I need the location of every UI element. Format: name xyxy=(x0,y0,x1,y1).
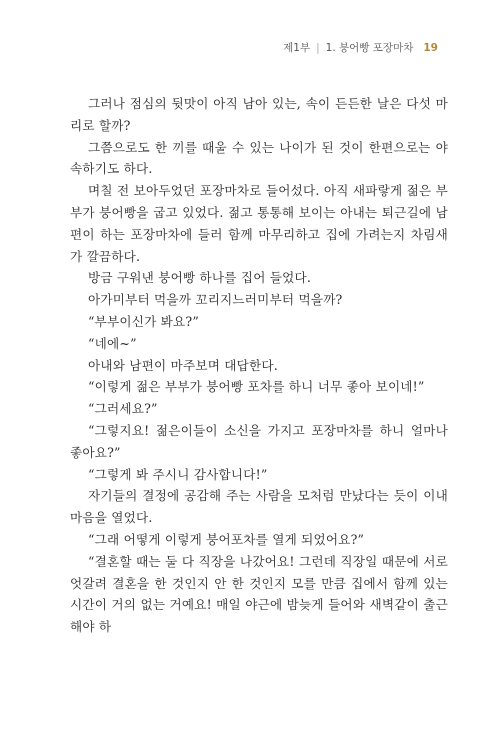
paragraph: 아내와 남편이 마주보며 대답한다. xyxy=(88,357,278,373)
dialogue-line: “그렇게 봐 주시니 감사합니다!” xyxy=(88,466,268,482)
dialogue-line: “네에~” xyxy=(88,335,137,351)
dialogue-line: “이렇게 젊은 부부가 붕어빵 포차를 하니 너무 좋아 보이네!” xyxy=(88,379,425,395)
paragraph: 그쯤으로도 한 끼를 때울 수 있는 나이가 된 것이 한편으로는 야속하기도 하다. xyxy=(70,139,448,177)
dialogue-line: “결혼할 때는 둘 다 직장을 나갔어요! 그런데 직장일 때문에 서로 엇갈려 결혼을 한 것인지 안 한 것인지 모를 만큼 집에서 함께 있는 시간이 거의 없는 거예요! 매일 야근에 밤늦게 들어와 새벽같이 출근해야 하 xyxy=(70,553,448,635)
part-label: 제1부 xyxy=(283,42,311,54)
paragraph: 아가미부터 먹을까 꼬리지느러미부터 먹을까? xyxy=(88,292,343,308)
running-header xyxy=(283,40,438,55)
chapter-title: 1. 붕어빵 포장마차 xyxy=(325,42,414,54)
header-separator: | xyxy=(316,41,320,54)
page-number: 19 xyxy=(423,41,438,54)
body-text xyxy=(70,93,448,638)
paragraph: 방금 구워낸 붕어빵 하나를 집어 들었다. xyxy=(88,270,312,286)
paragraph: 그러나 점심의 뒷맛이 아직 남아 있는, 속이 든든한 날은 다섯 마리로 할까? xyxy=(70,96,448,133)
paragraph: 며칠 전 보아두었던 포장마차로 들어섰다. 아직 새파랗게 젊은 부부가 붕어빵을 굽고 있었다. 젊고 통통해 보이는 아내는 퇴근길에 남편이 하는 포장마차에 들러 함께 마무리하고 집에 가려는지 차림새가 깔끔하다. xyxy=(70,183,448,264)
dialogue-line: “부부이신가 봐요?” xyxy=(88,313,199,329)
dialogue-line: “그렇지요! 젊은이들이 소신을 가지고 포장마차를 하니 얼마나 좋아요?” xyxy=(70,422,448,460)
dialogue-line: “그러세요?” xyxy=(88,401,158,417)
dialogue-line: “그래 어떻게 이렇게 붕어포차를 열게 되었어요?” xyxy=(88,531,365,547)
paragraph: 자기들의 결정에 공감해 주는 사람을 모처럼 만났다는 듯이 이내 마음을 열었다. xyxy=(70,488,448,526)
